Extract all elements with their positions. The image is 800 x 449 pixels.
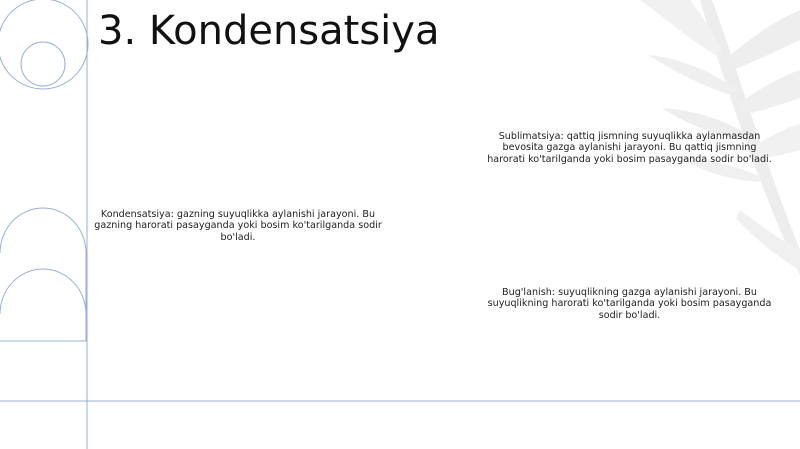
upper-arch-outline <box>0 208 86 341</box>
lower-arch-outline <box>0 269 86 341</box>
kondensatsiya-textbox: Kondensatsiya: gazning suyuqlikka aylanishi jarayoni. Bu gazning harorati pasayganda yoki bosim ko'tarilganda sodir bo'ladi. <box>94 209 382 243</box>
sublimatsiya-textbox: Sublimatsiya: qattiq jismning suyuqlikka aylanmasdan bevosita gazga aylanishi jarayoni. Bu qattiq jismning harorati ko'tarilganda yoki bosim pasayganda sodir bo'ladi. <box>487 131 772 165</box>
large-circle-outline <box>0 0 88 89</box>
buglanish-textbox: Bug'lanish: suyuqlikning gazga aylanishi jarayoni. Bu suyuqlikning harorati ko'tarilganda yoki bosim pasayganda sodir bo'ladi. <box>487 287 772 321</box>
small-circle-outline <box>21 42 65 86</box>
slide-title: 3. Kondensatsiya <box>98 8 440 54</box>
